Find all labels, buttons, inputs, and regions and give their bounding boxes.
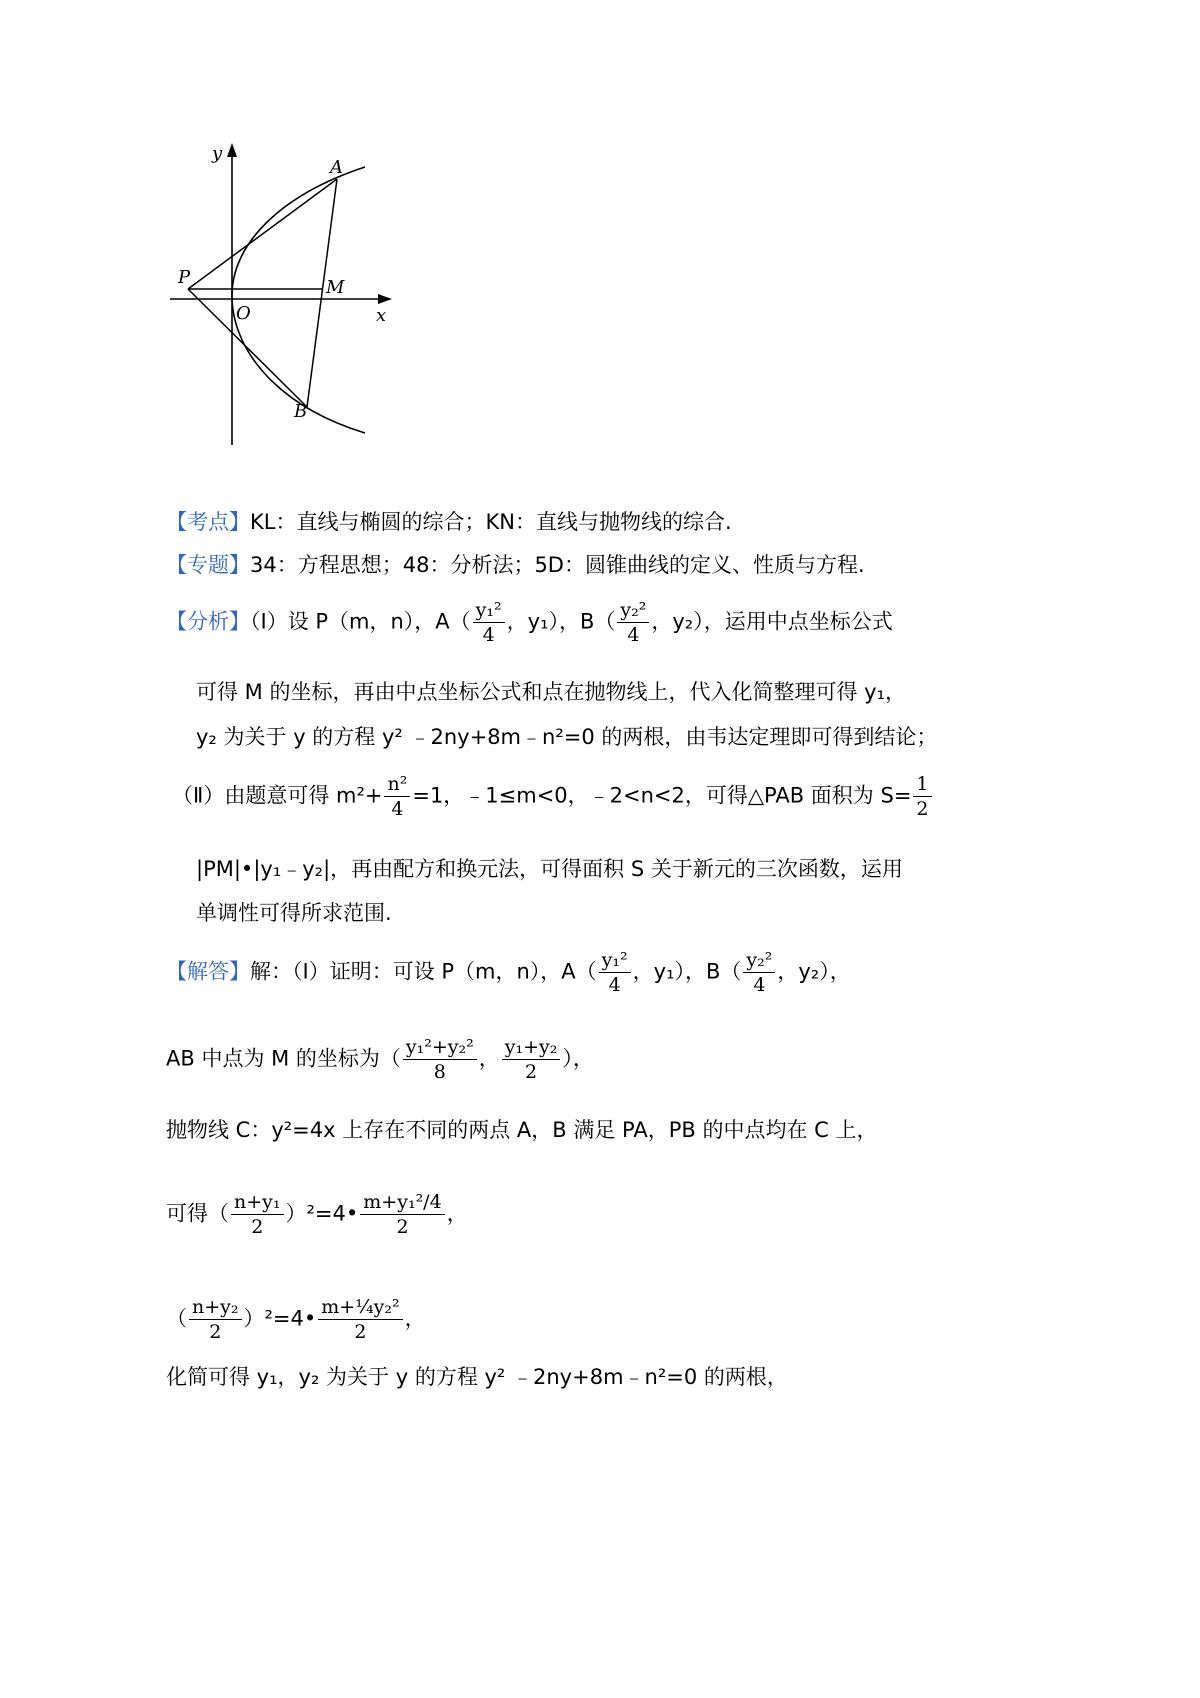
label-x: x xyxy=(376,305,387,326)
zhuanti-line xyxy=(166,550,865,580)
fenxi-text-1a: （Ⅰ）设 P（m，n），A（ xyxy=(250,609,471,634)
fraction: $\frac{\text{y₁²}}{4}$ xyxy=(473,598,505,647)
label-m: M xyxy=(326,277,345,298)
fraction: $\frac{\text{n²}}{4}$ xyxy=(384,772,410,821)
y-axis-arrow xyxy=(227,143,237,157)
label-y: y xyxy=(212,143,223,164)
fraction: $\frac{\text{y₁+y₂}}{2}$ xyxy=(502,1035,561,1084)
kaodian-tag: 【考点】 xyxy=(166,510,250,534)
jieda-line-6: 化简可得 y₁，y₂ 为关于 y 的方程 y² ﹣2ny+8m﹣n²=0 的两根， xyxy=(166,1365,788,1389)
jieda-text-2a: AB 中点为 M 的坐标为（ xyxy=(166,1046,401,1071)
fenxi-line-4 xyxy=(172,772,934,821)
x-axis-arrow xyxy=(378,294,392,304)
jieda-line-3: 抛物线 C：y²=4x 上存在不同的两点 A，B 满足 PA，PB 的中点均在 C 上， xyxy=(166,1118,878,1142)
jieda-text-1b: ，y₁），B（ xyxy=(632,959,742,984)
fenxi-line-6: 单调性可得所求范围. xyxy=(196,901,392,925)
jieda-text-5b: ）²=4• xyxy=(243,1306,317,1331)
jieda-text-1c: ，y₂）， xyxy=(777,959,851,984)
fraction: $\frac{\text{y₁²}}{4}$ xyxy=(599,948,631,997)
fenxi-line-2: 可得 M 的坐标，再由中点坐标公式和点在抛物线上，代入化简整理可得 y₁， xyxy=(196,680,906,704)
jieda-tag: 【解答】 xyxy=(166,959,250,984)
label-b: B xyxy=(294,401,308,422)
fenxi-tag: 【分析】 xyxy=(166,609,250,634)
fraction: $\frac{\text{y₁²+y₂²}}{8}$ xyxy=(403,1035,477,1084)
jieda-text-4c: ， xyxy=(446,1201,468,1226)
jieda-text-4a: 可得（ xyxy=(166,1201,229,1226)
fenxi-line-1 xyxy=(166,598,893,647)
zhuanti-text: 34：方程思想；48：分析法；5D：圆锥曲线的定义、性质与方程. xyxy=(250,553,865,577)
fraction: $\frac{\text{n+y₂}}{2}$ xyxy=(189,1295,242,1344)
jieda-text-1a: 解：（Ⅰ）证明：可设 P（m，n），A（ xyxy=(250,959,597,984)
jieda-line-1 xyxy=(166,948,851,997)
fraction: $\frac{1}{2}$ xyxy=(913,772,931,821)
jieda-text-4b: ）²=4• xyxy=(285,1201,359,1226)
jieda-text-2b: ， xyxy=(478,1046,500,1071)
jieda-text-5a: （ xyxy=(166,1306,187,1331)
label-a: A xyxy=(330,157,343,178)
jieda-line-4 xyxy=(166,1190,468,1239)
zhuanti-tag: 【专题】 xyxy=(166,553,250,577)
fraction: $\frac{\text{n+y₁}}{2}$ xyxy=(231,1190,284,1239)
fenxi-text-1b: ，y₁），B（ xyxy=(506,609,616,634)
jieda-line-2 xyxy=(166,1035,594,1084)
parabola-figure xyxy=(160,135,420,460)
fenxi-text-1c: ，y₂），运用中点坐标公式 xyxy=(651,609,893,634)
segment-pa xyxy=(188,179,337,289)
fenxi-line-5: |PM|•|y₁﹣y₂|，再由配方和换元法，可得面积 S 关于新元的三次函数，运用 xyxy=(196,857,903,881)
kaodian-line xyxy=(166,507,732,537)
fenxi-text-4b: =1，﹣1≤m<0，﹣2<n<2，可得△PAB 面积为 S= xyxy=(412,783,912,808)
fraction: $\frac{\text{y₂²}}{4}$ xyxy=(617,598,649,647)
fraction: $\frac{\text{m+y₁²/4}}{2}$ xyxy=(360,1190,444,1239)
jieda-text-2c: ）， xyxy=(562,1046,594,1071)
kaodian-text: KL：直线与椭圆的综合；KN：直线与抛物线的综合. xyxy=(250,510,732,534)
fenxi-text-4a: （Ⅱ）由题意可得 m²+ xyxy=(172,783,383,808)
fraction: $\frac{\text{m+¼y₂²}}{2}$ xyxy=(318,1295,402,1344)
fenxi-line-3: y₂ 为关于 y 的方程 y² ﹣2ny+8m﹣n²=0 的两根，由韦达定理即可得到结论； xyxy=(196,725,938,749)
jieda-line-5 xyxy=(166,1295,426,1344)
label-p: P xyxy=(178,267,191,288)
label-o: O xyxy=(236,303,251,324)
jieda-text-5c: ， xyxy=(404,1306,426,1331)
fraction: $\frac{\text{y₂²}}{4}$ xyxy=(743,948,775,997)
